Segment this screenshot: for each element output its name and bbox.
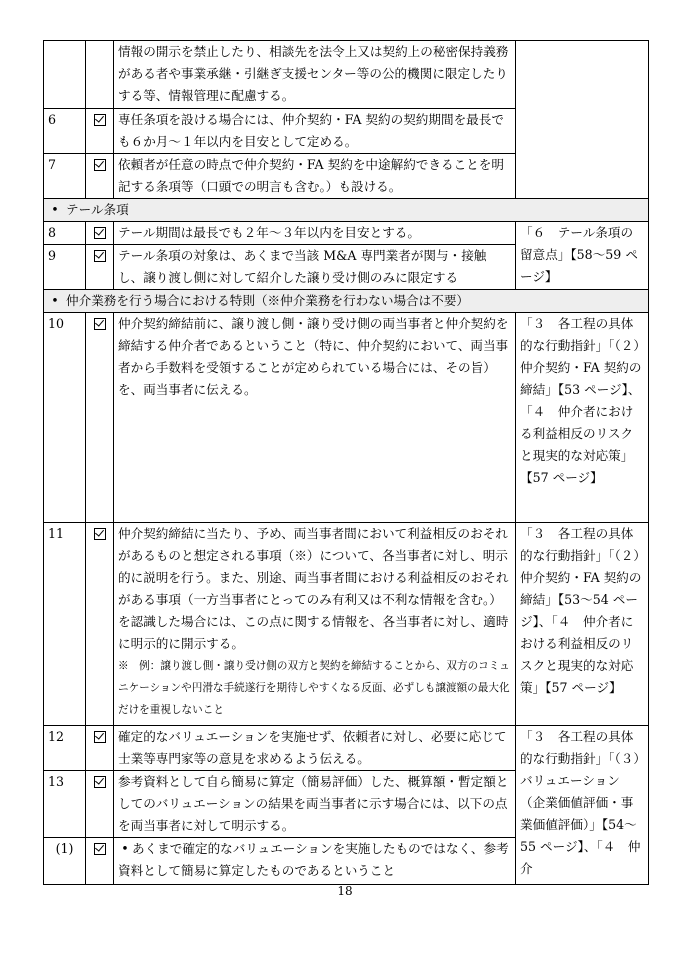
checked-box-icon[interactable] [94, 731, 106, 743]
item-text: 仲介契約締結前に、譲り渡し側・譲り受け側の両当事者と仲介契約を締結する仲介者であるということ（特に、仲介契約において、両当事者から手数料を受領することが定められている場合には、その旨）を、両当事者に伝える。 [114, 313, 516, 523]
item-number: 6 [44, 109, 86, 154]
checked-box-icon[interactable] [94, 159, 106, 171]
item-text: 仲介契約締結に当たり、予め、両当事者間において利益相反のおそれがあるものと想定される事項（※）について、各当事者に対し、明示的に説明を行う。また、別途、両当事者間における利益相反のおそれがある事項（一方当事者にとってのみ有利又は不利な情報を含む。）を認識した場合には、この点に関する情報を、各当事者に対し、適時に明示的に開示する。 [118, 526, 509, 651]
table-row [44, 523, 649, 726]
item-number [44, 41, 86, 109]
section-title: テール条項 [66, 202, 129, 217]
item-number: 10 [44, 313, 86, 523]
item-text: 専任条項を設ける場合には、仲介契約・FA 契約の契約期間を最長でも６か月～１年以内を目安として定める。 [114, 109, 516, 154]
section-header-tail [44, 199, 649, 222]
checked-box-icon[interactable] [94, 114, 106, 126]
reference-cell: 「３ 各工程の具体的な行動指針」「（２）仲介契約・FA 契約の締結」【53 ページ】、「４ 仲介者における利益相反のリスクと現実的な対応策」【57 ページ】 [516, 313, 649, 523]
item-text: あくまで確定的なバリュエーションを実施したものではなく、参考資料として簡易に算定したものであるということ [118, 841, 509, 878]
checked-box-icon[interactable] [94, 250, 106, 262]
item-note: ※ 例：譲り渡し側・譲り受け側の双方と契約を締結することから、双方のコミュニケーションや円滑な手続遂行を期待しやすくなる反面、必ずしも譲渡額の最大化だけを重視しないこと [118, 660, 510, 716]
item-text: 依頼者が任意の時点で仲介契約・FA 契約を中途解約できることを明記する条項等（口頭での明言も含む。）も設ける。 [114, 154, 516, 199]
section-header-broker [44, 290, 649, 313]
table-row [44, 726, 649, 771]
item-number: (1) [44, 838, 86, 885]
item-text: 情報の開示を禁止したり、相談先を法令上又は契約上の秘密保持義務がある者や事業承継・引継ぎ支援センター等の公的機関に限定したりする等、情報管理に配慮する。 [114, 41, 516, 109]
item-number: 12 [44, 726, 86, 771]
table-row [44, 222, 649, 245]
page-number: 18 [337, 884, 353, 898]
item-number: 13 [44, 771, 86, 838]
reference-cell: 「３ 各工程の具体的な行動指針」「（２）仲介契約・FA 契約の締結」【53～54 ページ】、「４ 仲介者における利益相反のリスクと現実的な対応策」【57 ページ】 [516, 523, 649, 726]
item-text: 確定的なバリュエーションを実施せず、依頼者に対し、必要に応じて士業等専門家等の意見を求めるよう伝える。 [114, 726, 516, 771]
bullet-icon: • [51, 293, 59, 308]
item-number: 7 [44, 154, 86, 199]
checked-box-icon[interactable] [94, 528, 106, 540]
item-number: 8 [44, 222, 86, 245]
section-title: 仲介業務を行う場合における特則（※仲介業務を行わない場合は不要） [66, 293, 470, 308]
reference-cell [516, 41, 649, 199]
bullet-icon: • [51, 202, 59, 217]
bullet-icon: • [121, 841, 129, 856]
reference-cell: 「３ 各工程の具体的な行動指針」「（３）バリュエーション（企業価値評価・事業価値評価）」【54～55 ページ】、「４ 仲介 [516, 726, 649, 885]
reference-cell: 「６ テール条項の留意点」【58～59 ページ】 [516, 222, 649, 290]
item-number: 11 [44, 523, 86, 726]
item-text: テール期間は最長でも２年～３年以内を目安とする。 [114, 222, 516, 245]
table-row [44, 41, 649, 109]
checked-box-icon[interactable] [94, 776, 106, 788]
item-number: 9 [44, 245, 86, 290]
item-text: 参考資料として自ら簡易に算定（簡易評価）した、概算額・暫定額としてのバリュエーションの結果を両当事者に示す場合には、以下の点を両当事者に対して明示する。 [114, 771, 516, 838]
checklist-table [43, 40, 649, 885]
checked-box-icon[interactable] [94, 843, 106, 855]
table-row [44, 313, 649, 523]
checked-box-icon[interactable] [94, 318, 106, 330]
checked-box-icon[interactable] [94, 227, 106, 239]
item-text: テール条項の対象は、あくまで当該 M&A 専門業者が関与・接触し、譲り渡し側に対して紹介した譲り受け側のみに限定する [114, 245, 516, 290]
